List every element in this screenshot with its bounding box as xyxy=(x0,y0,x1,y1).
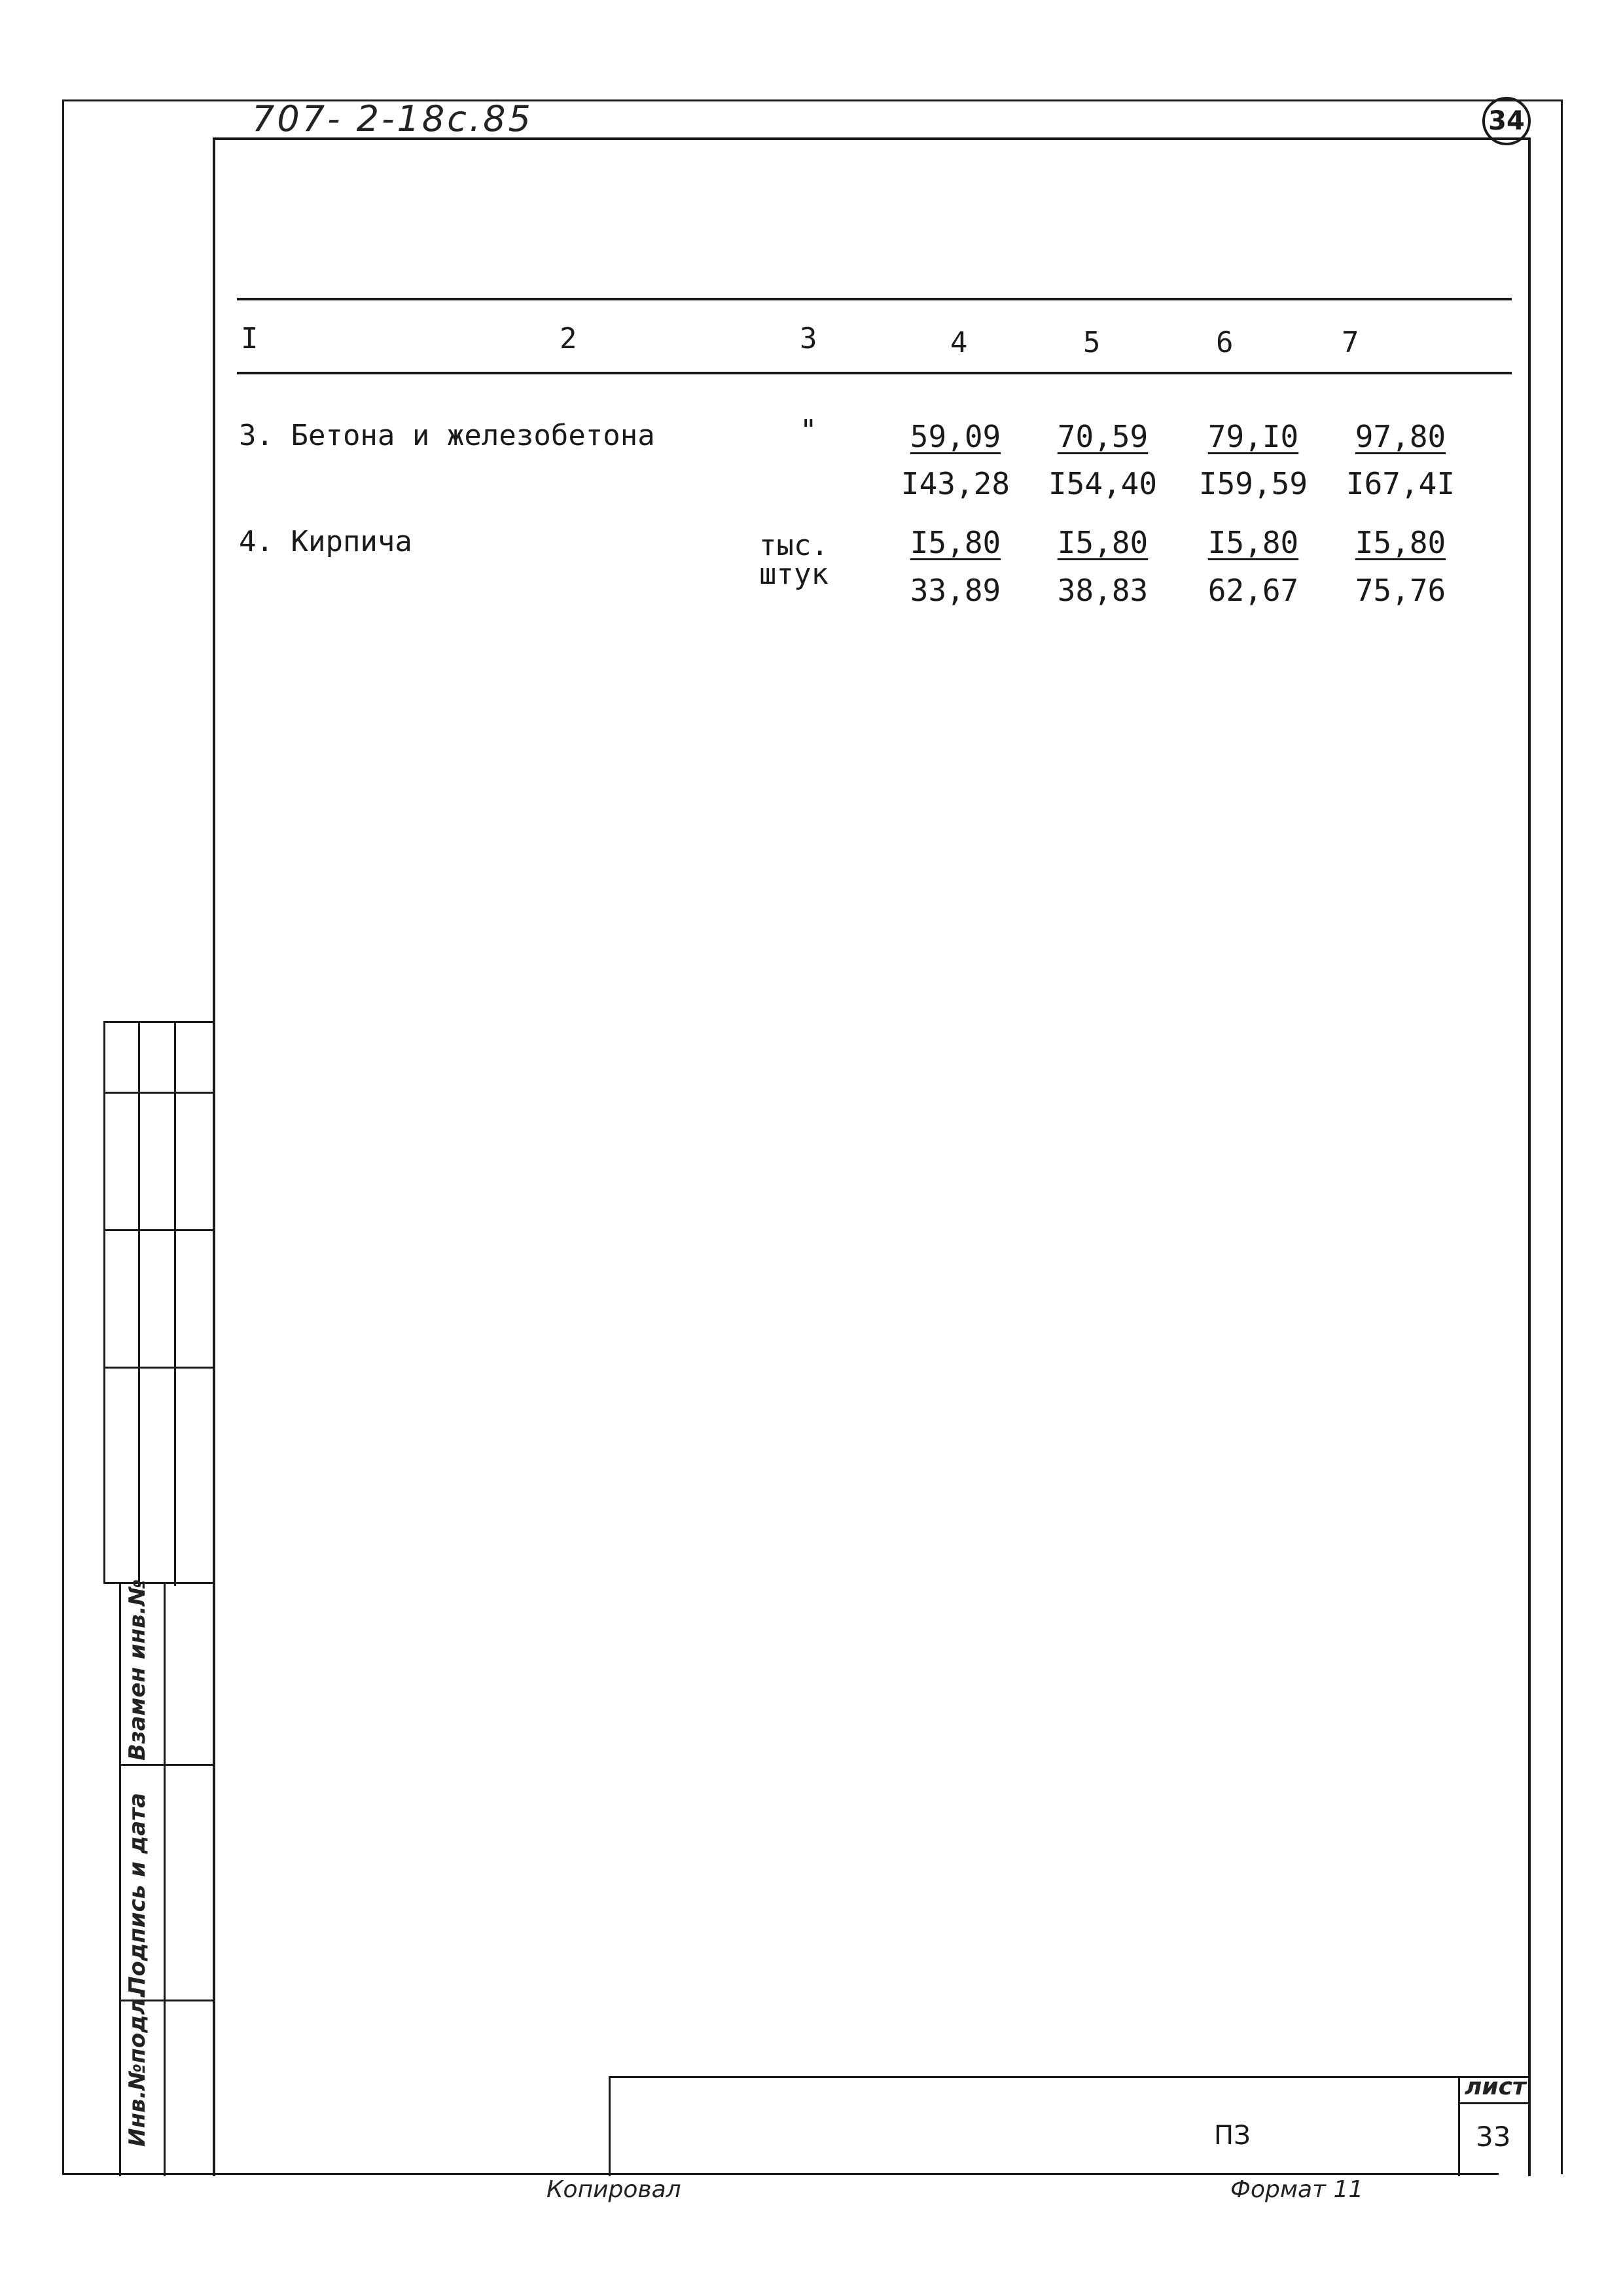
table-header-bottom-rule xyxy=(237,372,1512,374)
inner-frame-right xyxy=(1528,137,1531,2176)
table-header-top-rule xyxy=(237,298,1512,300)
value-bottom: 33,89 xyxy=(910,573,1001,608)
col-header-5: 5 xyxy=(1083,326,1101,359)
outer-frame-bottom xyxy=(62,2173,1499,2175)
value-top: I5,80 xyxy=(1355,525,1446,560)
label-replaced-inv: Взамен инв.№ xyxy=(124,1579,151,1761)
col-header-6: 6 xyxy=(1216,326,1234,359)
page-stamp xyxy=(1482,97,1531,145)
row-unit-concrete: " xyxy=(800,414,817,447)
margin-grid-hline xyxy=(105,1367,215,1369)
doc-mark: ПЗ xyxy=(1214,2121,1251,2151)
value-bottom: I54,40 xyxy=(1048,466,1158,501)
value-bottom: I59,59 xyxy=(1198,466,1308,501)
value-top: 97,80 xyxy=(1355,419,1446,454)
col-header-2: 2 xyxy=(560,322,577,355)
margin-grid-hline xyxy=(105,1229,215,1231)
row-name-brick: 4. Кирпича xyxy=(239,525,412,558)
value-bottom: 62,67 xyxy=(1207,573,1299,608)
margin-grid-hline xyxy=(105,1092,215,1094)
value-bottom: 38,83 xyxy=(1057,573,1149,608)
side-stamp-hline xyxy=(121,1764,215,1766)
row-unit-brick-line2: штук xyxy=(759,558,829,591)
sheet-label: лист xyxy=(1465,2073,1526,2100)
title-block-top xyxy=(609,2076,1528,2078)
sheet-number: 33 xyxy=(1476,2121,1511,2153)
label-sign-date: Подпись и дата xyxy=(124,1793,151,1995)
margin-grid-vline xyxy=(174,1023,176,1586)
value-bottom: 75,76 xyxy=(1355,573,1446,608)
value-top: I5,80 xyxy=(910,525,1001,560)
document-code: 707- 2-18с.85 xyxy=(252,98,533,139)
value-bottom: I67,4I xyxy=(1346,466,1455,501)
outer-frame-right xyxy=(1561,99,1563,2174)
value-top: I5,80 xyxy=(1057,525,1149,560)
value-top: I5,80 xyxy=(1207,525,1299,560)
footer-format: Формат 11 xyxy=(1230,2176,1364,2203)
col-header-3: 3 xyxy=(800,322,817,355)
value-top: 70,59 xyxy=(1057,419,1149,454)
margin-grid xyxy=(103,1021,213,1584)
footer-copied: Копировал xyxy=(546,2176,681,2203)
page-stamp-number: 34 xyxy=(1488,106,1525,136)
row-unit-brick-line1: тыс. xyxy=(759,529,829,562)
title-block-left xyxy=(609,2076,611,2176)
value-top: 79,I0 xyxy=(1207,419,1299,454)
value-top: 59,09 xyxy=(910,419,1001,454)
title-block-sheet-divider xyxy=(1458,2076,1460,2176)
col-header-4: 4 xyxy=(950,326,968,359)
value-bottom: I43,28 xyxy=(901,466,1010,501)
col-header-7: 7 xyxy=(1342,326,1359,359)
label-inv-original: Инв.№подл. xyxy=(124,1990,151,2147)
title-block-sheet-hline xyxy=(1458,2102,1528,2104)
outer-frame-left xyxy=(62,99,64,2174)
margin-grid-vline xyxy=(138,1023,140,1586)
side-stamp-vline xyxy=(164,1583,166,2176)
col-header-1: I xyxy=(241,322,259,355)
row-name-concrete: 3. Бетона и железобетона xyxy=(239,419,655,452)
